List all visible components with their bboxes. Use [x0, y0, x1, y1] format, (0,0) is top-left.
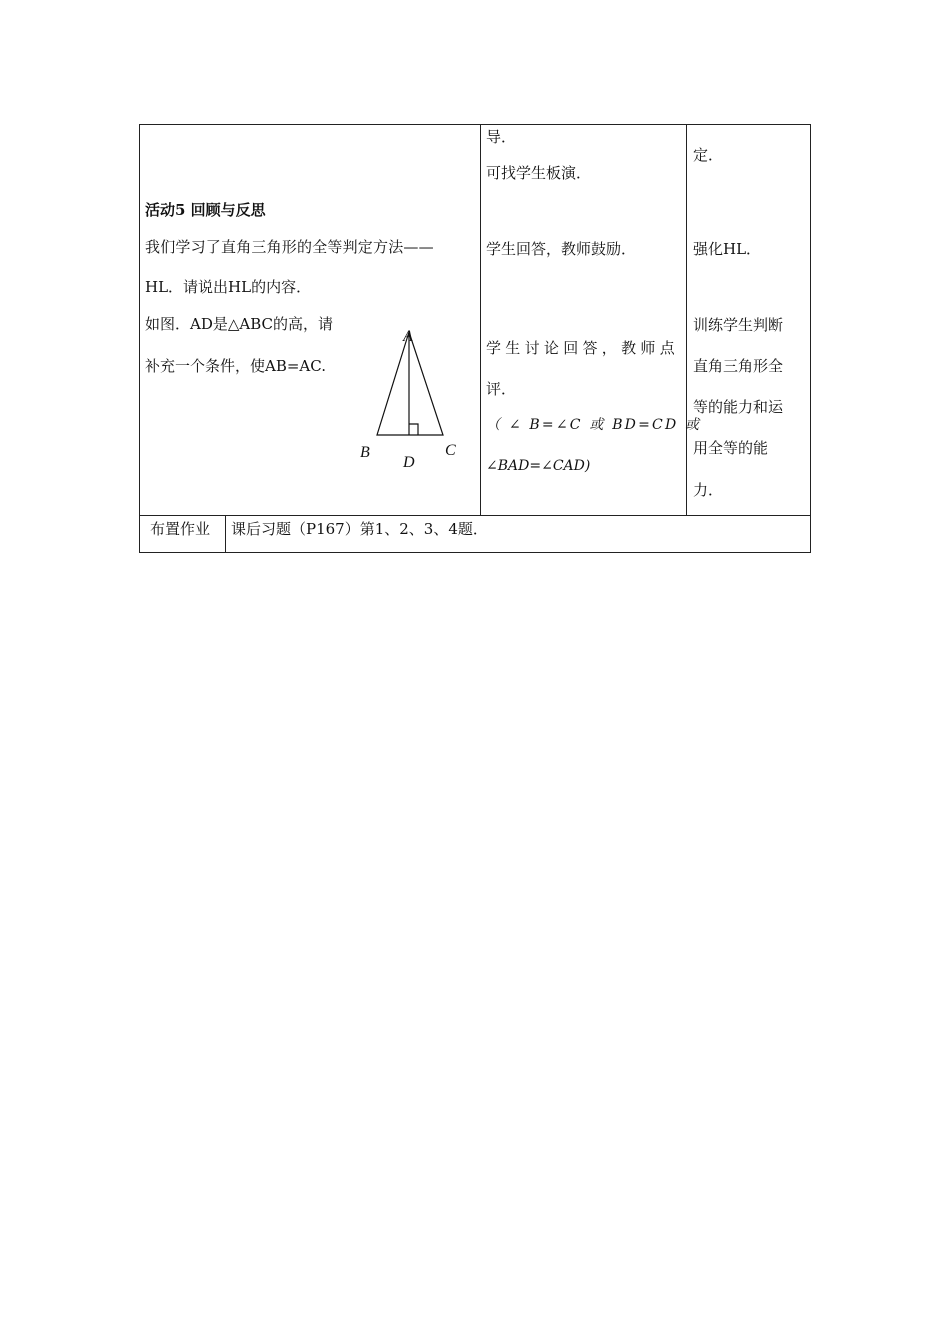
activity-figure-line1: 如图．AD是△ABC的高，请: [145, 315, 334, 333]
activity-figure-line2: 补充一个条件，使AB=AC.: [145, 357, 326, 375]
label-a: A: [403, 328, 413, 345]
col-divider-1: [480, 124, 481, 516]
homework-label: 布置作业: [150, 520, 211, 538]
activity-intro-line1: 我们学习了直角三角形的全等判定方法——: [145, 238, 434, 256]
teacher-line-comment: 评．: [486, 380, 517, 398]
homework-content: 课后习题（P167）第1、2、3、4题．: [231, 520, 488, 538]
teacher-line-answer: 学生回答，教师鼓励．: [486, 240, 637, 258]
triangle-figure: [350, 326, 470, 476]
teacher-line-board: 可找学生板演．: [486, 164, 592, 182]
purpose-line-ding: 定．: [693, 146, 724, 164]
teacher-line-condition-1: （ ∠ B=∠C 或 BD=CD 或: [486, 417, 702, 433]
teacher-line-dao: 导．: [486, 128, 517, 146]
label-c: C: [445, 442, 456, 459]
teacher-line-condition-2: ∠BAD=∠CAD): [486, 458, 591, 474]
triangle-abc: [377, 332, 443, 435]
right-angle-mark: [409, 424, 418, 435]
purpose-line-train2: 直角三角形全: [693, 357, 784, 375]
activity-title: 活动5 回顾与反思: [145, 201, 266, 219]
purpose-line-train1: 训练学生判断: [693, 316, 784, 334]
label-b: B: [360, 444, 370, 461]
activity-intro-line2: HL．请说出HL的内容．: [145, 278, 312, 296]
col-divider-2: [686, 124, 687, 516]
purpose-line-train4: 用全等的能: [693, 439, 769, 457]
label-d: D: [403, 454, 415, 471]
teacher-line-discuss: 学生讨论回答，教师点: [486, 339, 680, 357]
purpose-line-hl: 强化HL．: [693, 240, 762, 258]
purpose-line-train3: 等的能力和运: [693, 398, 784, 416]
homework-divider: [225, 515, 226, 553]
row-divider: [139, 515, 811, 516]
purpose-line-train5: 力．: [693, 481, 724, 499]
